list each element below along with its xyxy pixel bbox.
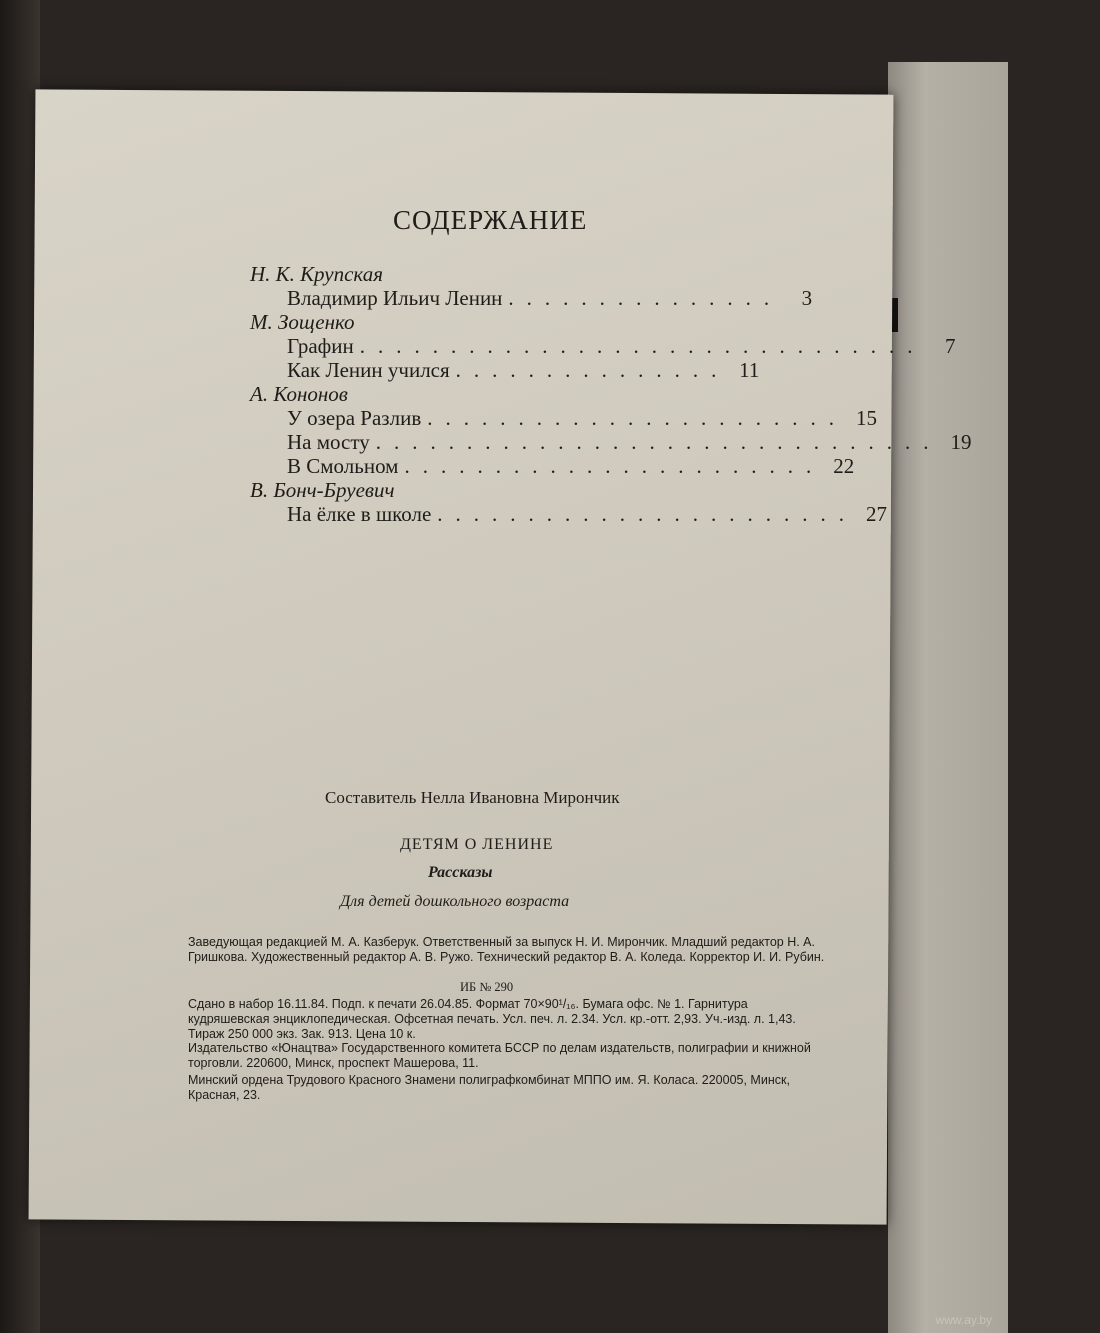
toc-author: М. Зощенко <box>250 310 355 334</box>
toc-entry <box>250 286 813 310</box>
toc-author: А. Кононов <box>250 382 348 406</box>
toc-leader-dots: ............... <box>508 286 783 310</box>
facing-page-edge <box>888 62 1008 1333</box>
book-title: ДЕТЯМ О ЛЕНИНЕ <box>400 836 554 853</box>
toc-entry <box>250 334 956 358</box>
toc-page-number: 7 <box>944 334 956 358</box>
toc-author: В. Бонч-Бруевич <box>250 478 395 502</box>
toc-page-number: 3 <box>801 286 813 310</box>
ib-number: ИБ № 290 <box>460 980 514 994</box>
watermark: www.ay.by <box>935 1313 992 1327</box>
toc-leader-dots: ....................... <box>437 502 858 526</box>
toc-entry-title: На ёлке в школе <box>287 502 432 526</box>
toc-entry-title: Графин <box>287 334 354 358</box>
toc-entry <box>250 430 972 454</box>
toc-author: Н. К. Крупская <box>250 262 383 286</box>
toc-page-number: 22 <box>833 454 855 478</box>
toc-entry <box>250 406 877 430</box>
toc-leader-dots: ............................... <box>359 334 926 358</box>
print-specs: Сдано в набор 16.11.84. Подп. к печати 26.04.85. Формат 70×90¹/₁₆. Бумага офс. № 1. Гарнитура кудряшевская энциклопедическая. Офсетная печать. Усл. печ. л. 2.34. Усл. кр.-отт. 2,93. Уч.-изд. л. 1,43. Тираж 250 000 экз. Зак. 913. Цена 10 к. <box>188 997 796 1041</box>
toc-entry <box>250 502 888 526</box>
printer-info: Минский ордена Трудового Красного Знамени полиграфкомбинат МППО им. Я. Коласа. 220005, Минск, Красная, 23. <box>188 1073 790 1102</box>
publisher-info: Издательство «Юнацтва» Государственного комитета БССР по делам издательств, полиграфии и книжной торговли. 220600, Минск, проспект Машерова, 11. <box>188 1041 811 1070</box>
toc-leader-dots: ............... <box>455 358 730 382</box>
toc-leader-dots: ............................... <box>375 430 942 454</box>
toc-heading: СОДЕРЖАНИЕ <box>393 205 588 235</box>
toc-entry-title: На мосту <box>287 430 370 454</box>
toc-entry <box>250 358 760 382</box>
table-of-contents <box>250 262 972 526</box>
toc-leader-dots: ....................... <box>404 454 825 478</box>
compiler-line: Составитель Нелла Ивановна Мирончик <box>325 788 620 807</box>
toc-leader-dots: ....................... <box>427 406 847 430</box>
editorial-credits: Заведующая редакцией М. А. Казберук. Ответственный за выпуск Н. И. Мирончик. Младший редактор Н. А. Гришкова. Художественный редактор А. В. Ружо. Технический редактор В. А. Коледа. Корректор И. И. Рубин. <box>188 935 825 964</box>
toc-page-number: 19 <box>950 430 972 454</box>
toc-page-number: 27 <box>866 502 888 526</box>
toc-entry-title: Как Ленин учился <box>287 358 450 382</box>
toc-page-number: 15 <box>855 406 877 430</box>
toc-entry-title: Владимир Ильич Ленин <box>287 286 503 310</box>
toc-entry-title: У озера Разлив <box>287 406 422 430</box>
book-audience: Для детей дошкольного возраста <box>340 893 570 910</box>
book-genre: Рассказы <box>428 864 493 881</box>
toc-entry-title: В Смольном <box>287 454 399 478</box>
toc-entry <box>250 454 855 478</box>
toc-page-number: 11 <box>739 358 760 382</box>
